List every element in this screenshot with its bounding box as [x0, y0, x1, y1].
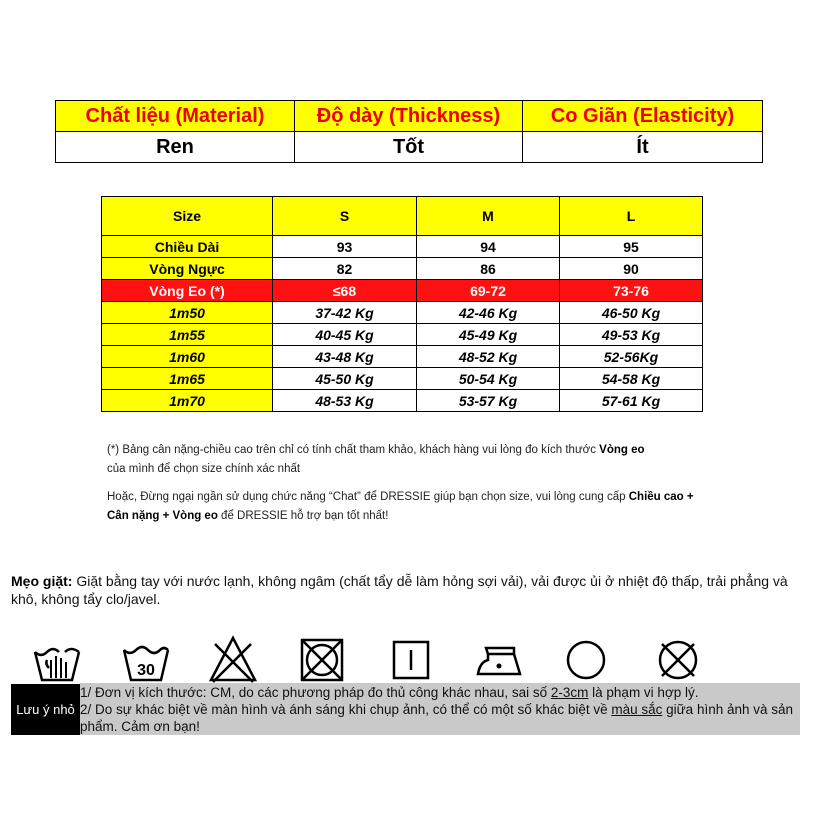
height-label: 1m65 — [102, 368, 273, 390]
color-text: màu sắc — [611, 702, 663, 717]
wash-temperature: 30 — [137, 662, 155, 679]
table-row — [102, 236, 703, 258]
bust-label: Vòng Ngực — [102, 258, 273, 280]
table-cell: 82 — [273, 258, 417, 280]
table-cell: 94 — [417, 236, 560, 258]
elasticity-value: Ít — [523, 132, 763, 163]
waist-row — [102, 280, 703, 302]
thickness-header: Độ dày (Thickness) — [295, 101, 523, 132]
table-row — [102, 368, 703, 390]
washing-tip — [11, 572, 806, 608]
small-note-label: Lưu ý nhỏ — [11, 684, 80, 735]
washing-tip-text: Giặt bằng tay với nước lạnh, không ngâm (chất tẩy dễ làm hỏng sợi vải), vải được ủi ở nhiệt độ thấp, trải phẳng và khô, không tẩy clo/javel. — [11, 573, 788, 607]
note-text: là phạm vi hợp lý. — [588, 685, 699, 700]
size-reference-note — [107, 441, 707, 479]
table-cell: 45-50 Kg — [273, 368, 417, 390]
no-tumble-dry-icon — [296, 634, 348, 686]
table-row — [102, 302, 703, 324]
note-text: Hoặc, Đừng ngại ngần sử dụng chức năng “Chat” để DRESSIE giúp bạn chọn size, vui lòng cung cấp — [107, 491, 629, 503]
washing-tip-label: Mẹo giặt: — [11, 573, 73, 589]
table-cell: 48-53 Kg — [273, 390, 417, 412]
size-l-header: L — [560, 197, 703, 236]
size-corner-cell: Size — [102, 197, 273, 236]
height-label: 1m60 — [102, 346, 273, 368]
size-s-header: S — [273, 197, 417, 236]
table-row — [102, 390, 703, 412]
elasticity-header: Co Giãn (Elasticity) — [523, 101, 763, 132]
wash-30-icon — [120, 634, 172, 686]
table-cell: 37-42 Kg — [273, 302, 417, 324]
table-cell: 54-58 Kg — [560, 368, 703, 390]
table-cell: 93 — [273, 236, 417, 258]
small-note-body — [80, 683, 800, 735]
table-cell: 53-57 Kg — [417, 390, 560, 412]
tolerance-text: 2-3cm — [550, 685, 589, 700]
height-label: 1m55 — [102, 324, 273, 346]
table-cell: 42-46 Kg — [417, 302, 560, 324]
height-label: 1m70 — [102, 390, 273, 412]
note-line-1 — [80, 684, 800, 701]
table-row — [102, 346, 703, 368]
table-cell: 49-53 Kg — [560, 324, 703, 346]
no-dry-clean-icon — [652, 634, 704, 686]
table-cell: 50-54 Kg — [417, 368, 560, 390]
table-cell: 69-72 — [417, 280, 560, 302]
note-bold: Chiều cao + Cân nặng + Vòng eo — [107, 491, 694, 522]
note-text: (*) Bảng cân nặng-chiều cao trên chỉ có tính chất tham khảo, khách hàng vui lòng đo kích thước — [107, 444, 600, 456]
chat-help-note — [107, 488, 707, 526]
thickness-value: Tốt — [295, 132, 523, 163]
material-value-row — [56, 132, 763, 163]
table-cell: 43-48 Kg — [273, 346, 417, 368]
note-line-2 — [80, 701, 800, 735]
table-cell: 52-56Kg — [560, 346, 703, 368]
table-cell: 45-49 Kg — [417, 324, 560, 346]
table-row — [102, 258, 703, 280]
material-header: Chất liệu (Material) — [56, 101, 295, 132]
line-dry-icon — [385, 634, 437, 686]
size-table — [101, 196, 703, 412]
size-header-row — [102, 197, 703, 236]
material-value: Ren — [56, 132, 295, 163]
table-cell: 40-45 Kg — [273, 324, 417, 346]
iron-low-icon — [474, 634, 526, 686]
height-label: 1m50 — [102, 302, 273, 324]
note-text: giữa hình ảnh và sản phẩm. Cảm ơn bạn! — [80, 702, 794, 734]
table-cell: 95 — [560, 236, 703, 258]
material-header-row — [56, 101, 763, 132]
table-cell: 86 — [417, 258, 560, 280]
length-label: Chiều Dài — [102, 236, 273, 258]
table-cell: 73-76 — [560, 280, 703, 302]
table-cell: 48-52 Kg — [417, 346, 560, 368]
note-text: để DRESSIE hỗ trợ bạn tốt nhất! — [217, 510, 389, 522]
note-bold: Vòng eo — [599, 444, 645, 456]
no-bleach-icon — [207, 634, 259, 686]
material-table — [55, 100, 763, 163]
note-text: 2/ Do sự khác biệt về màn hình và ánh sáng khi chụp ảnh, có thể có một số khác biệt về — [80, 702, 612, 717]
table-cell: 46-50 Kg — [560, 302, 703, 324]
waist-label: Vòng Eo (*) — [102, 280, 273, 302]
table-cell: 57-61 Kg — [560, 390, 703, 412]
dry-clean-icon — [560, 634, 612, 686]
hand-wash-icon — [31, 634, 83, 686]
table-row — [102, 324, 703, 346]
size-m-header: M — [417, 197, 560, 236]
table-cell: ≤68 — [273, 280, 417, 302]
note-text: của mình để chọn size chính xác nhất — [107, 463, 301, 475]
table-cell: 90 — [560, 258, 703, 280]
note-text: 1/ Đơn vị kích thước: CM, do các phương pháp đo thủ công khác nhau, sai số — [80, 685, 551, 700]
